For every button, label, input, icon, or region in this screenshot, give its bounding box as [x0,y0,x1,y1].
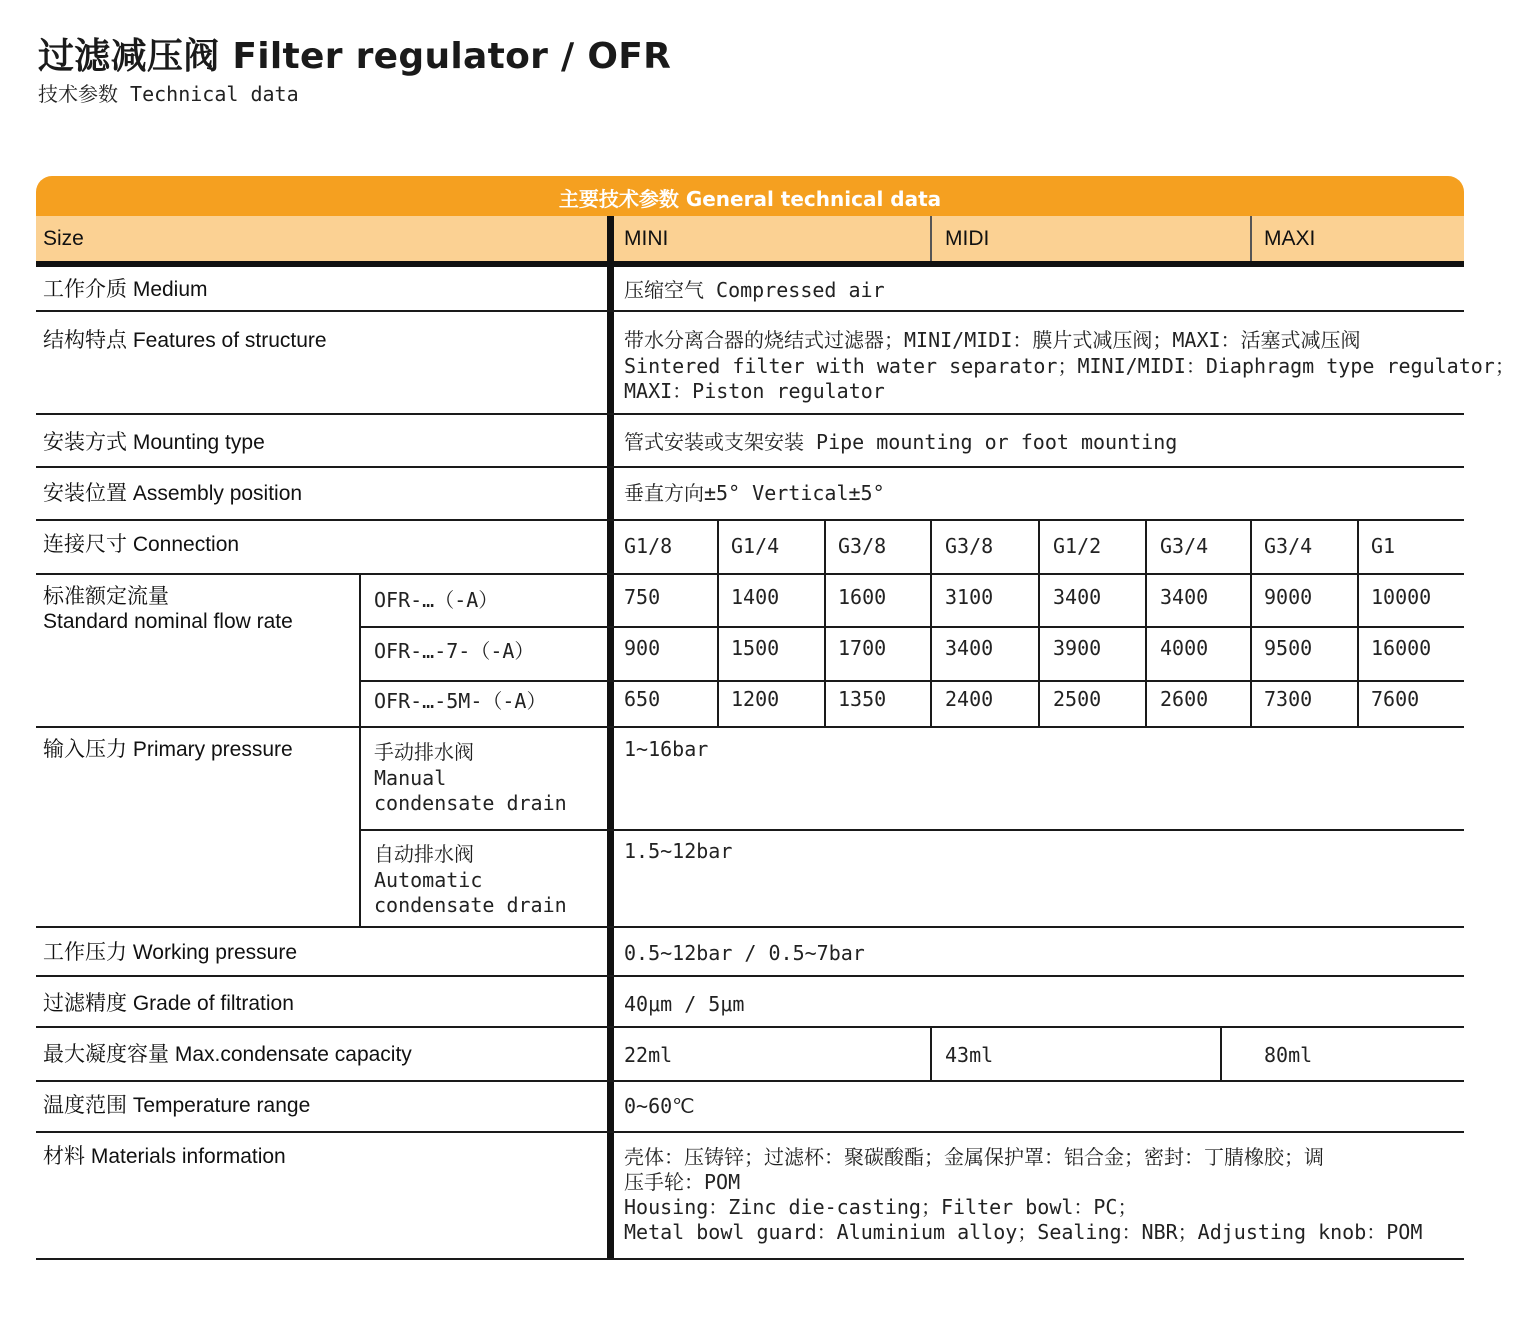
divider [1220,1026,1222,1080]
materials-line-4: Metal bowl guard：Aluminium alloy；Sealing：NBR；Adjusting knob：POM [624,1220,1423,1244]
divider [36,1131,1464,1133]
flow-cell: 1700 [838,636,887,660]
flow-variant: OFR-…-5M-（-A） [374,689,547,713]
flow-cell: 2400 [945,687,994,711]
temperature-value: 0~60℃ [624,1094,695,1118]
flow-label-cn: 标准额定流量 [43,585,169,608]
divider [36,466,1464,468]
flow-cell: 7300 [1264,687,1313,711]
flow-variant: OFR-…（-A） [374,588,499,612]
divider [36,726,1464,728]
primary-manual-en-2: condensate drain [374,791,567,815]
flow-cell: 750 [624,585,661,609]
filtration-label: 过滤精度 Grade of filtration [43,992,294,1015]
flow-cell: 1400 [731,585,780,609]
divider [36,1258,1464,1260]
flow-cell: 16000 [1371,636,1432,660]
assembly-label: 安装位置 Assembly position [43,482,303,505]
primary-manual-cn: 手动排水阀 [374,740,474,764]
divider [1145,519,1147,726]
connection-cell: G3/4 [1264,534,1313,558]
working-label: 工作压力 Working pressure [43,941,298,964]
divider [36,926,1464,928]
connection-cell: G3/4 [1160,534,1209,558]
materials-line-2: 压手轮：POM [624,1170,741,1194]
condensate-cell-mini: 22ml [624,1043,673,1067]
flow-cell: 10000 [1371,585,1432,609]
page-title: 过滤减压阀 Filter regulator / OFR [38,36,672,77]
divider [36,1080,1464,1082]
flow-cell: 1500 [731,636,780,660]
temperature-label: 温度范围 Temperature range [43,1094,311,1117]
flow-cell: 1200 [731,687,780,711]
divider [359,573,361,926]
structure-line-3: MAXI：Piston regulator [624,379,885,403]
mounting-value: 管式安装或支架安装 Pipe mounting or foot mounting [624,430,1178,454]
primary-label: 输入压力 Primary pressure [43,738,293,761]
connection-cell: G3/8 [838,534,887,558]
size-header-label: Size [36,216,607,261]
flow-cell: 9500 [1264,636,1313,660]
flow-cell: 3100 [945,585,994,609]
divider [1250,216,1252,261]
flow-cell: 3400 [1160,585,1209,609]
primary-manual-en-1: Manual [374,766,447,790]
materials-label: 材料 Materials information [43,1145,286,1168]
size-header-maxi: MAXI [1252,216,1464,261]
mounting-label: 安装方式 Mounting type [43,431,265,454]
page-subtitle: 技术参数 Technical data [38,82,299,106]
primary-auto-en-1: Automatic [374,868,483,892]
divider [1038,519,1040,726]
divider [1250,519,1252,726]
flow-label-en: Standard nominal flow rate [43,610,293,633]
divider [930,216,932,261]
column-rule [607,216,614,1259]
assembly-value: 垂直方向±5° Vertical±5° [624,481,885,505]
medium-label: 工作介质 Medium [43,278,208,301]
connection-cell: G1 [1371,534,1396,558]
condensate-cell-midi: 43ml [945,1043,994,1067]
structure-line-2: Sintered filter with water separator；MINI/MIDI：Diaphragm type regulator； [624,354,1515,378]
working-value: 0.5~12bar / 0.5~7bar [624,941,865,965]
divider [930,519,932,726]
divider [36,975,1464,977]
divider [359,829,1464,831]
divider [717,519,719,726]
structure-line-1: 带水分离合器的烧结式过滤器；MINI/MIDI：膜片式减压阀；MAXI：活塞式减压阀 [624,328,1361,352]
table-banner: 主要技术参数 General technical data [36,176,1464,216]
divider [36,413,1464,415]
size-header-midi: MIDI [932,216,1250,261]
connection-cell: G1/2 [1053,534,1102,558]
medium-value: 压缩空气 Compressed air [624,278,885,302]
divider [359,680,1464,682]
flow-cell: 650 [624,687,661,711]
divider [824,519,826,726]
flow-cell: 1600 [838,585,887,609]
divider [36,310,1464,312]
divider [359,626,1464,628]
connection-cell: G1/4 [731,534,780,558]
primary-auto-cn: 自动排水阀 [374,842,474,866]
materials-line-1: 壳体：压铸锌；过滤杯：聚碳酸酯；金属保护罩：铝合金；密封：丁腈橡胶；调 [624,1145,1324,1169]
flow-cell: 1350 [838,687,887,711]
filtration-value: 40μm / 5μm [624,992,745,1016]
connection-cell: G3/8 [945,534,994,558]
flow-cell: 2500 [1053,687,1102,711]
divider [36,1026,1464,1028]
flow-cell: 7600 [1371,687,1420,711]
flow-variant: OFR-…-7-（-A） [374,639,535,663]
connection-label: 连接尺寸 Connection [43,533,240,556]
flow-cell: 3400 [1053,585,1102,609]
connection-cell: G1/8 [624,534,673,558]
primary-auto-value: 1.5~12bar [624,839,733,863]
size-header-mini: MINI [614,216,930,261]
condensate-label: 最大凝度容量 Max.condensate capacity [43,1043,412,1066]
flow-cell: 9000 [1264,585,1313,609]
divider [1357,519,1359,726]
flow-cell: 900 [624,636,661,660]
structure-label: 结构特点 Features of structure [43,329,327,352]
flow-cell: 3400 [945,636,994,660]
flow-cell: 2600 [1160,687,1209,711]
primary-manual-value: 1~16bar [624,737,709,761]
header-rule [36,261,1464,267]
primary-auto-en-2: condensate drain [374,893,567,917]
divider [930,1026,932,1080]
condensate-cell-maxi: 80ml [1264,1043,1313,1067]
flow-cell: 4000 [1160,636,1209,660]
materials-line-3: Housing：Zinc die-casting；Filter bowl：PC； [624,1195,1138,1219]
flow-cell: 3900 [1053,636,1102,660]
